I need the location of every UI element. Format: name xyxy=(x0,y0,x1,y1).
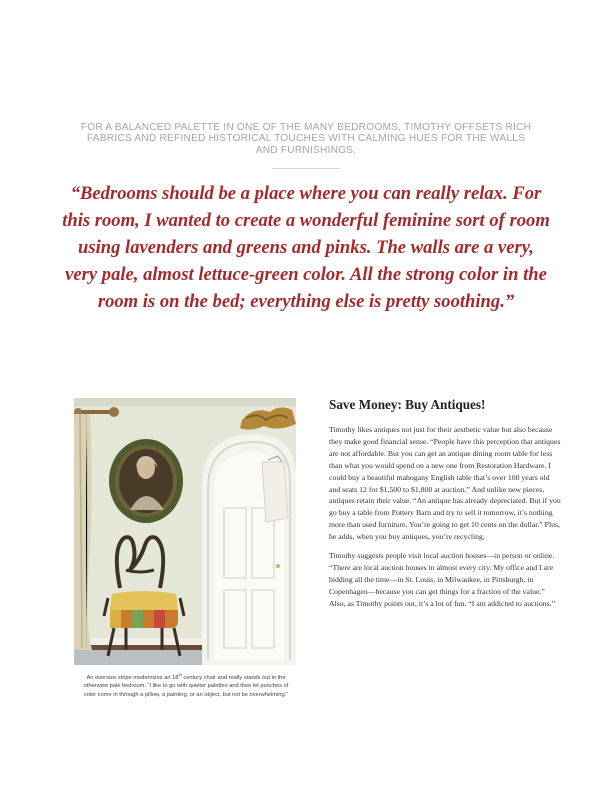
sidebar-heading: Save Money: Buy Antiques! xyxy=(329,397,486,412)
intro-divider xyxy=(272,168,340,169)
sidebar-paragraph: Timothy likes antiques not just for their aesthetic value but also because they make good financial sense. “People have this perception that antiques are not affordable. But you can get an antique dining room table for less than what you would spend on a new one from Restoration Hardware. I could buy a beautiful mahogany English table that’s over 100 years old and seats 12 for $1,500 to $1,800 at auction.” And unlike new pieces, antiques retain their value. “An antique has already depreciated. But if you go buy a table from Pottery Barn and try to sell it tomorrow, it’s nothing more than used furniture. You’re going to get 10 cents on the dollar.” Plus, he adds, when you buy antiques, you’re recycling. xyxy=(329,425,561,542)
photo-caption: An oversize stripe modernizes an 18th century chair and really stands out in the otherwise pale bedroom. “I like to go with quieter palettes and then let punches of color come in through a pillow, a painting, or an object, but not be overwhelming.” xyxy=(83,672,289,699)
bedroom-photo xyxy=(74,398,296,665)
sidebar-body xyxy=(329,424,561,617)
pull-quote: “Bedrooms should be a place where you can really relax. For this room, I wanted to create a wonderful feminine sort of room using lavenders and greens and pinks. The walls are a very, very pale, almost lettuce-green color. All the strong color in the room is on the bed; everything else is pretty soothing.” xyxy=(62,183,550,312)
intro-caption: FOR A BALANCED PALETTE IN ONE OF THE MANY BEDROOMS, TIMOTHY OFFSETS RICH FABRICS AND REFINED HISTORICAL TOUCHES WITH CALMING HUES FOR THE WALLS AND FURNISHINGS. xyxy=(80,122,532,156)
sidebar-paragraph: Timothy suggests people visit local auction houses—in person or online. “There are local auction houses in almost every city. My office and I are bidding all the time—in St. Louis, in Milwaukee, in Pittsburgh, in Copenhagen—because you can get things for a fraction of the value.” Also, as Timothy points out, it’s a lot of fun. “I am addicted to auctions.” xyxy=(329,551,556,608)
